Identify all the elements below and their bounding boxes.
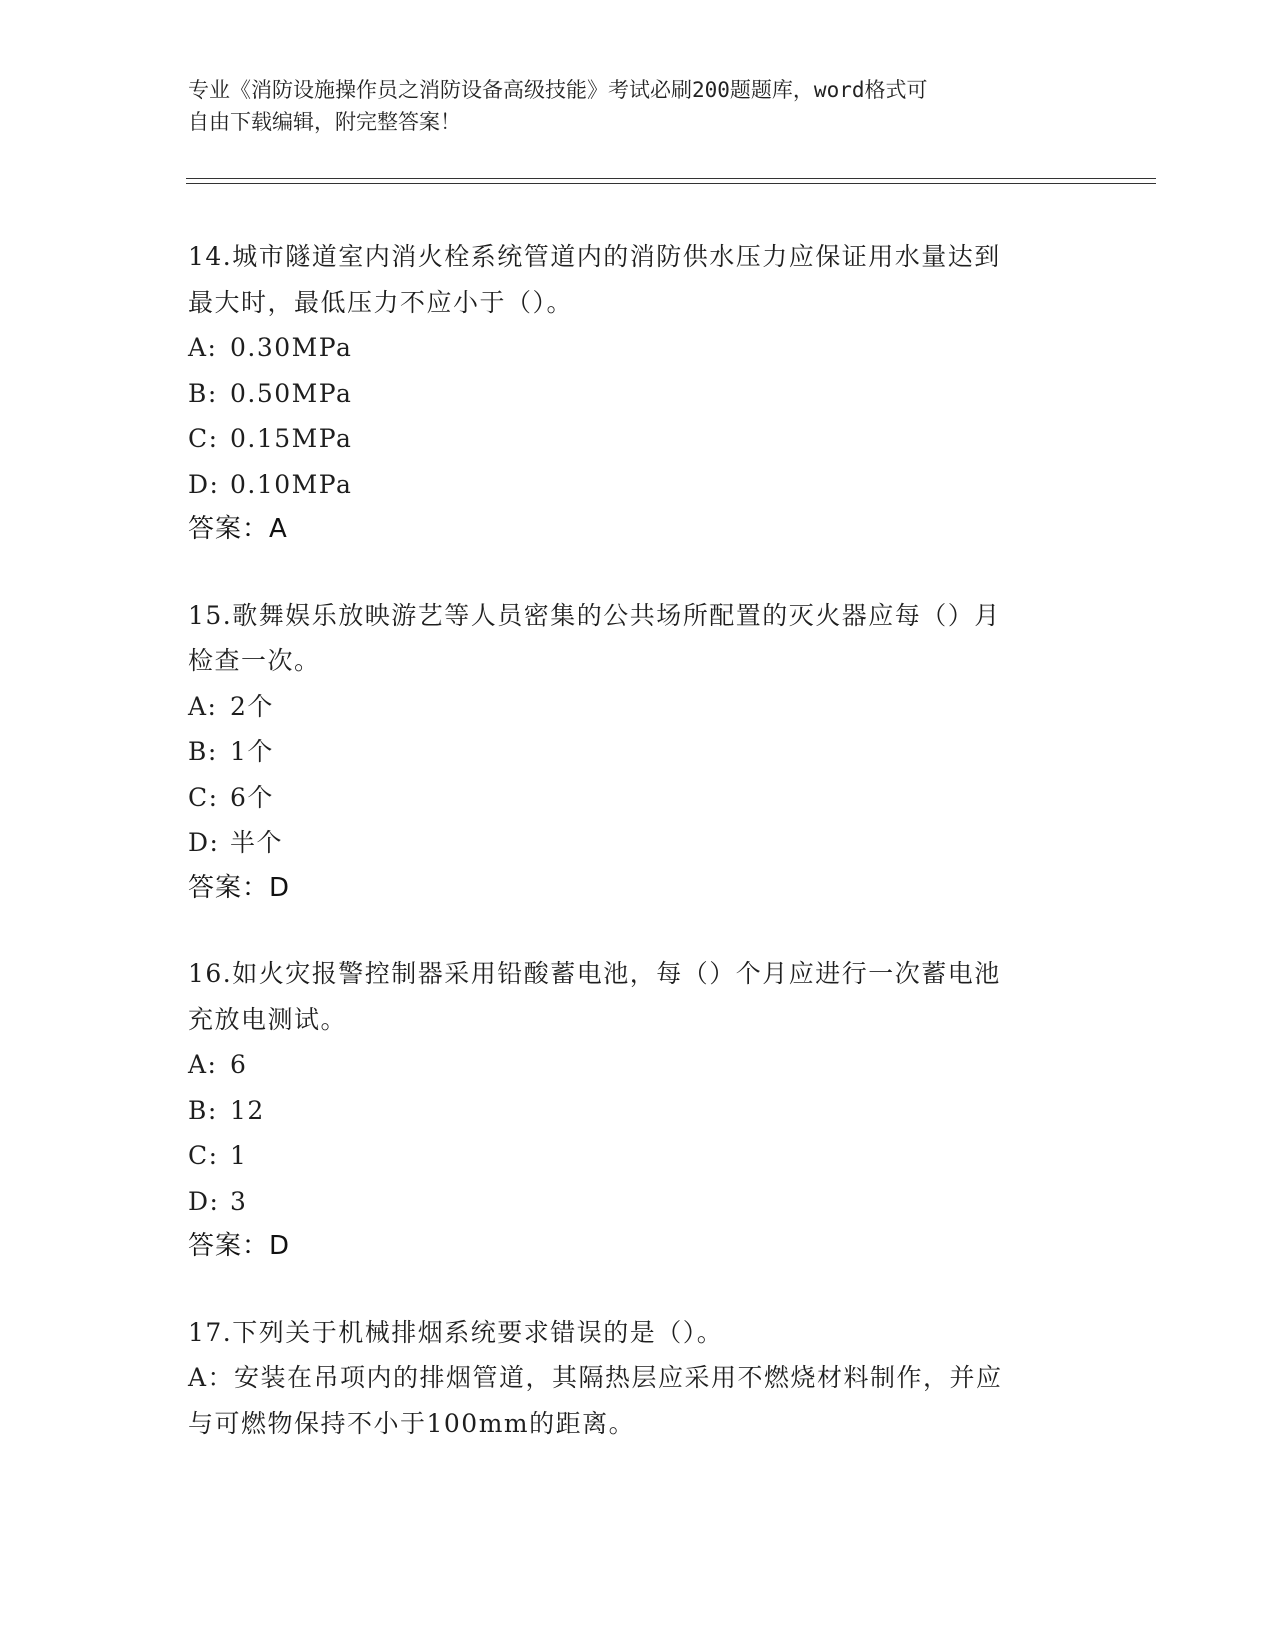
- answer-line: 答案：D: [188, 1231, 291, 1261]
- question-text: [188, 593, 1088, 684]
- option-text: 0.15MPa: [230, 424, 353, 453]
- option-b: [188, 371, 1088, 417]
- option-text: 3: [230, 1186, 248, 1216]
- option-label: B:: [188, 378, 218, 408]
- question-text-line: 14.城市隧道室内消火栓系统管道内的消防供水压力应保证用水量达到: [188, 242, 1001, 271]
- question-14: [188, 234, 1088, 553]
- option-d: [188, 820, 1088, 866]
- header-divider-bottom: [186, 183, 1156, 184]
- question-17: [188, 1310, 1088, 1447]
- option-label: D:: [188, 1186, 220, 1216]
- option-b: [188, 729, 1088, 775]
- question-text-line: 充放电测试。: [188, 1004, 348, 1034]
- option-d: [188, 462, 1088, 508]
- question-text-line: 检查一次。: [188, 646, 321, 675]
- answer-line: 答案：A: [188, 514, 288, 544]
- document-header: [188, 74, 1078, 138]
- option-text: 0.30MPa: [230, 333, 353, 362]
- option-label: D:: [188, 469, 220, 499]
- question-text-line: 16.如火灾报警控制器采用铅酸蓄电池，每（）个月应进行一次蓄电池: [188, 959, 1001, 988]
- option-label: B:: [188, 1095, 218, 1125]
- question-text-line: 17.下列关于机械排烟系统要求错误的是（）。: [188, 1317, 724, 1347]
- option-text: 1: [230, 1141, 248, 1170]
- question-text-line: 15.歌舞娱乐放映游艺等人员密集的公共场所配置的灭火器应每（）月: [188, 600, 1001, 630]
- question-16: [188, 951, 1088, 1270]
- header-line-2: 自由下载编辑，附完整答案！: [188, 110, 461, 134]
- header-line-1: 专业《消防设施操作员之消防设备高级技能》考试必刷200题题库，word格式可: [188, 78, 928, 102]
- question-text: [188, 234, 1088, 325]
- option-text: 12: [230, 1095, 265, 1125]
- option-label: B:: [188, 737, 218, 766]
- option-text: 1个: [230, 737, 274, 766]
- option-c: [188, 1133, 1088, 1179]
- option-a: [188, 684, 1088, 730]
- option-b: [188, 1088, 1088, 1134]
- option-a-line: A：安装在吊项内的排烟管道，其隔热层应采用不燃烧材料制作，并应: [188, 1363, 1003, 1392]
- question-text: [188, 1310, 1088, 1356]
- option-label: C:: [188, 424, 219, 453]
- option-text: 2个: [230, 691, 274, 721]
- question-15: [188, 593, 1088, 912]
- option-label: C:: [188, 782, 219, 812]
- option-a: [188, 1042, 1088, 1088]
- option-text: 6个: [230, 782, 274, 812]
- option-text: 半个: [230, 828, 284, 857]
- option-label: C:: [188, 1141, 219, 1170]
- option-c: [188, 775, 1088, 821]
- option-label: D:: [188, 828, 220, 857]
- answer-line: 答案：D: [188, 872, 291, 903]
- question-text-line: 最大时，最低压力不应小于（）。: [188, 287, 574, 317]
- option-label: A:: [188, 691, 218, 721]
- option-label: A:: [188, 1050, 218, 1079]
- option-text: 0.50MPa: [230, 378, 353, 408]
- option-label: A:: [188, 333, 218, 362]
- option-a-line: 与可燃物保持不小于100mm的距离。: [188, 1408, 636, 1438]
- option-text: 6: [230, 1050, 248, 1079]
- question-text: [188, 951, 1088, 1042]
- option-text: 0.10MPa: [230, 469, 353, 499]
- option-a: [188, 325, 1088, 371]
- header-divider-top: [186, 178, 1156, 179]
- option-c: [188, 416, 1088, 462]
- question-list: [188, 234, 1088, 1486]
- option-d: [188, 1179, 1088, 1225]
